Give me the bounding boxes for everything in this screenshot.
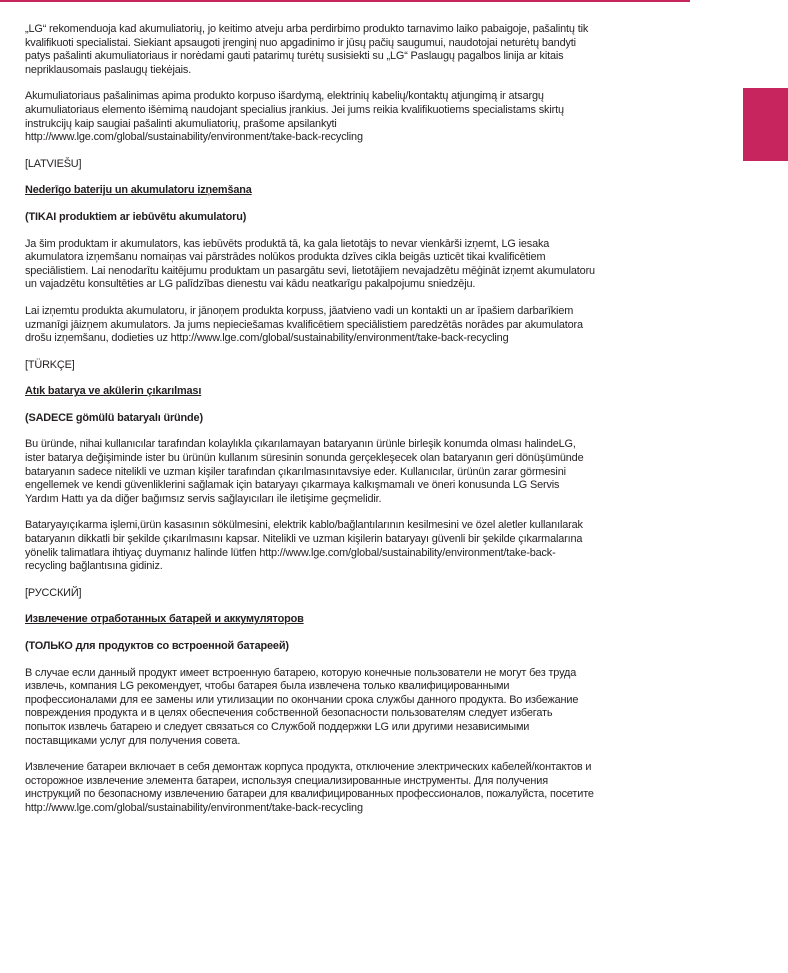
top-rule [0,0,690,2]
document-body [25,23,595,829]
language-side-tab [743,88,788,161]
paragraph: Lai izņemtu produkta akumulatoru, ir jānoņem produkta korpuss, jāatvieno vadi un kontakti un ar īpašiem darbarīkiem uzmanīgi jāizņem akumulators. Ja jums nepieciešamas kvalificētiem speciālistiem paredzētās norādes par akumulatora drošu izņemšanu, dodieties uz http://www.lge.com/global/sustainability/environment/take-back-recycling [25,304,583,345]
language-label: [РУССКИЙ] [25,586,82,599]
section-title [25,613,595,627]
section-russian [25,587,595,816]
section-title-text: Извлечение отработанных батарей и аккумуляторов [25,613,304,626]
paragraph: Bataryayıçıkarma işlemi,ürün kasasının sökülmesini, elektrik kablo/bağlantılarının kesilmesini ve özel aletler kullanılarak bataryanın dikkatli bir şekilde çıkarılmasını kapsar. Nitelikli ve uzman kişilerin bataryayı güvenli bir şekilde çıkarmalarına yönelik talimatlara ihtiyaç duymanız halinde lütfen http://www.lge.com/global/sustainability/environment/take-back-recycling bağlantısına gidiniz. [25,519,583,573]
language-label: [LATVIEŠU] [25,157,82,170]
paragraph: Akumuliatoriaus pašalinimas apima produkto korpuso išardymą, elektrinių kabelių/kontaktų atjungimą ir atsargų akumuliatoriaus elemento išėmimą naudojant specialius įrankius. Jei jums reikia kvalifikuotiems specialistams skirtų instrukcijų kaip saugiai pašalinti akumuliatorių, prašome apsilankyti http://www.lge.com/global/sustainability/environment/take-back-recycling [25,90,564,144]
section-subtitle: (TIKAI produktiem ar iebūvētu akumulatoru) [25,210,247,223]
language-label: [TÜRKÇE] [25,358,75,371]
section-title [25,385,595,399]
section-title-text: Atık batarya ve akülerin çıkarılması [25,385,202,398]
paragraph: В случае если данный продукт имеет встроенную батарею, которую конечные пользователи не могут без труда извлечь, компания LG рекомендует, чтобы батарея была извлечена только квалифицированными профессионалами для ее замены или утилизации по окончании срока службы данного продукта. Во избежание повреждения продукта и в целях обеспечения собственной безопасности пользователям следует избегать попыток извлечь батарею и следует связаться со Службой поддержки LG или другими независимыми поставщиками услуг для получения совета. [25,666,579,747]
paragraph: Ja šim produktam ir akumulators, kas iebūvēts produktā tā, ka gala lietotājs to nevar vienkārši izņemt, LG iesaka akumulatora izņemšanu nomaiņas vai pārstrādes nolūkos produkta dzīves cikla beigās uzticēt tikai kvalificētiem speciālistiem. Lai nenodarītu kaitējumu produktam un pasargātu sevi, lietotājiem nevajadzētu mēģināt izņemt akumulatoru un vajadzētu konsultēties ar LG palīdzības dienestu vai kādu neatkarīgu pakalpojumu sniedzēju. [25,237,595,291]
paragraph: Извлечение батареи включает в себя демонтаж корпуса продукта, отключение электрических кабелей/контактов и осторожное извлечение элемента батареи, используя специализированные инструменты. Для получения инструкций по безопасному извлечению батареи для квалифицированных профессионалов, пожалуйста, посетите http://www.lge.com/global/sustainability/environment/take-back-recycling [25,761,594,814]
paragraph: „LG“ rekomenduoja kad akumuliatorių, jo keitimo atveju arba perdirbimo produkto tarnavimo laiko pabaigoje, pašalintų tik kvalifikuoti specialistai. Siekiant apsaugoti įrenginį nuo apgadinimo ir jūsų pačių saugumui, naudotojai neturėtų bandyti patys pašalinti akumuliatoriaus ir norėdami gauti patarimų turėtų susisiekti su „LG“ Paslaugų pagalbos linija ar kitais nepriklausomais paslaugų tiekėjais. [25,23,589,76]
section-subtitle: (SADECE gömülü bataryalı üründe) [25,411,203,424]
section-lithuanian [25,23,595,145]
section-subtitle: (ТОЛЬКО для продуктов со встроенной батареей) [25,640,289,652]
section-title-text: Nederīgo bateriju un akumulatoru izņemšana [25,184,252,197]
section-turkish [25,359,595,574]
section-title [25,184,595,198]
paragraph: Bu üründe, nihai kullanıcılar tarafından kolaylıkla çıkarılamayan bataryanın ürünle birleşik konumda olması halindeLG, ister batarya değişiminde ister bu ürünün kullanım süresinin sonunda gerçekleşecek olan bataryanın geri dönüşümünde bataryanın sadece nitelikli ve uzman kişiler tarafından çıkarılmasınıtavsiye eder. Kullanıcılar, ürünün zarar görmesini engellemek ve kendi güvenliklerini sağlamak için bataryayı çıkarmaya kalkışmamalı ve öneri konusunda LG Servis Yardım Hattı ya da diğer bağımsız servis sağlayıcıları ile iletişime geçmelidir. [25,438,584,505]
section-latvian [25,158,595,346]
